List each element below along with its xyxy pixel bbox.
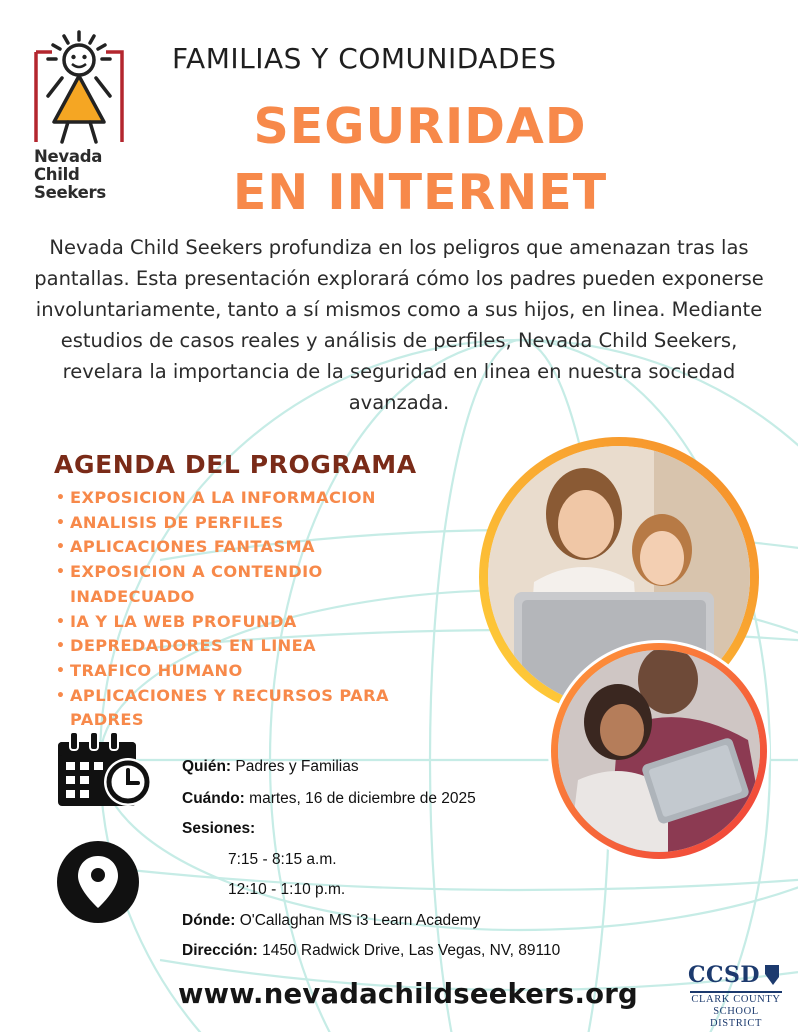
who-label: Quién: <box>182 758 232 775</box>
agenda-item: • EXPOSICION A LA INFORMACION <box>54 486 414 511</box>
address-label: Dirección: <box>182 942 258 959</box>
address-value: 1450 Radwick Drive, Las Vegas, NV, 89110 <box>262 942 561 959</box>
kicker-heading: FAMILIAS Y COMUNIDADES <box>172 42 557 75</box>
page-title-line-2: EN INTERNET <box>232 164 608 221</box>
ccsd-full-name: CLARK COUNTY SCHOOL DISTRICT <box>691 994 781 1029</box>
where-line <box>182 912 480 930</box>
ccsd-logo <box>688 962 784 1029</box>
when-line <box>182 790 476 808</box>
where-value: O'Callaghan MS i3 Learn Academy <box>239 912 481 929</box>
ccsd-divider <box>690 991 782 993</box>
agenda-item: • DEPREDADORES EN LINEA <box>54 634 414 659</box>
logo-wordmark: Nevada Child Seekers <box>34 147 106 202</box>
agenda-item: • APLICACIONES Y RECURSOS PARA PADRES <box>54 684 414 733</box>
website-link[interactable]: www.nevadachildseekers.org <box>178 978 638 1010</box>
agenda-item: • IA Y LA WEB PROFUNDA <box>54 610 414 635</box>
when-value: martes, 16 de diciembre de 2025 <box>249 790 476 807</box>
session-time: 7:15 - 8:15 a.m. <box>228 851 337 868</box>
child-figure-logo-icon <box>28 30 130 148</box>
session-time: 12:10 - 1:10 p.m. <box>228 881 346 898</box>
agenda-item: • TRAFICO HUMANO <box>54 659 414 684</box>
who-line <box>182 758 359 776</box>
address-line <box>182 942 560 960</box>
calendar-clock-icon <box>56 730 156 810</box>
nevada-state-icon <box>764 964 780 986</box>
intro-paragraph: Nevada Child Seekers profundiza en los peligros que amenazan tras las pantallas. Esta presentación explorará cómo los padres pueden exponerse involuntariamente, tanto a sí mismos como a sus hijos, en linea. Mediante estudios de casos reales y análisis de perfiles, Nevada Child Seekers, revelara la importancia de la seguridad en linea en nuestra sociedad avanzada. <box>34 236 764 414</box>
who-value: Padres y Familias <box>235 758 359 775</box>
where-label: Dónde: <box>182 912 236 929</box>
ccsd-abbr: CCSD <box>688 962 760 988</box>
family-tablet-photo <box>548 640 770 862</box>
location-pin-icon <box>56 840 140 924</box>
agenda-list <box>54 486 414 733</box>
agenda-item: • APLICACIONES FANTASMA <box>54 535 414 560</box>
sessions-label: Sesiones: <box>182 820 256 837</box>
agenda-heading: AGENDA DEL PROGRAMA <box>54 450 417 479</box>
when-label: Cuándo: <box>182 790 245 807</box>
page-title-line-1: SEGURIDAD <box>253 98 587 155</box>
nevada-child-seekers-logo <box>28 30 130 208</box>
agenda-item: • ANALISIS DE PERFILES <box>54 511 414 536</box>
agenda-item: • EXPOSICION A CONTENDIO INADECUADO <box>54 560 414 609</box>
